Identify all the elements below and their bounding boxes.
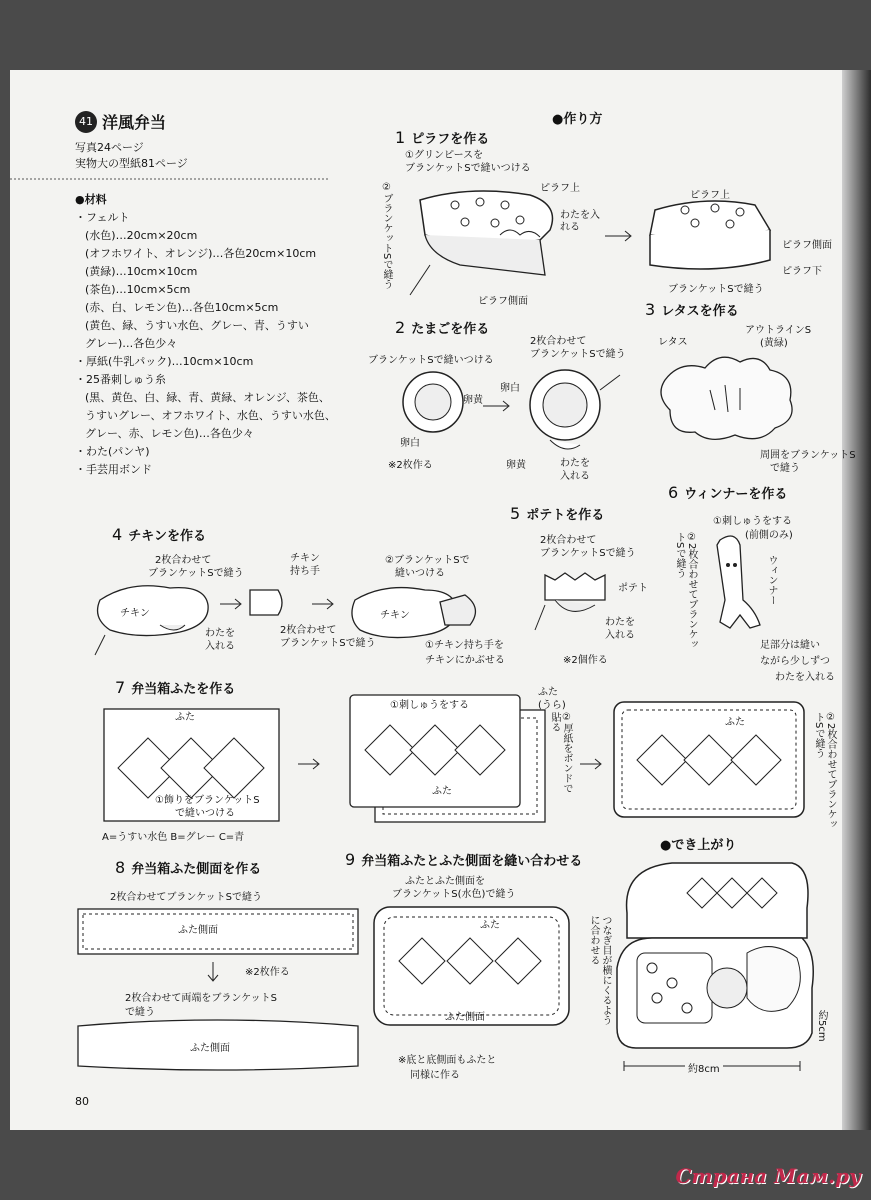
arrow-icon [298,758,322,770]
result-pilaf-bottom: ピラフ下 [782,266,822,277]
join-note-3b: 同様に作る [410,1070,460,1081]
step-1-heading: 1 ピラフを作る [395,128,490,147]
lid-note-4: ②2枚合わせてブランケットSで縫う [813,712,836,830]
height-label: 約5cm [816,1010,827,1042]
chicken-wata: わたを [205,628,235,639]
material-line: ・手芸用ボンド [75,463,152,476]
lid-label-2: ふた [432,786,452,797]
chicken-note-2: 2枚合わせて [280,625,337,636]
step-1-note-2: ②ブランケットSで縫う [381,182,392,290]
wiener-note-1: ①刺しゅうをする [713,516,792,527]
lettuce-label: レタス [658,337,688,348]
outline-label-2: (黄緑) [760,338,788,349]
material-line: (黒、黄色、白、緑、青、黄緑、オレンジ、茶色、 [85,391,330,404]
recipe-name: 洋風弁当 [102,113,167,132]
recipe-number-badge: 41 [75,111,97,133]
step-2-note-1: ブランケットSで縫いつける [368,355,494,366]
side-note-2b: で縫う [125,1007,155,1018]
chicken-note-4: ①チキン持ち手を [425,640,504,651]
materials-list [75,192,336,477]
materials-heading: ●材料 [75,193,107,206]
lettuce-edge-note-2: で縫う [770,463,800,474]
join-note-1b: ブランケットS(水色)で縫う [392,889,516,900]
wiener-note-3b: ながら少しずつ [760,656,830,667]
lid-label: ふた [175,712,195,723]
side-label-2: ふた側面 [190,1043,230,1054]
arrow-icon [483,400,513,412]
result-pilaf-top: ピラフ上 [690,190,730,201]
arrow-icon [220,598,244,610]
method-heading: ●作り方 [552,112,603,127]
chicken-note-1: 2枚合わせて [155,555,212,566]
page-number: 80 [75,1095,89,1108]
material-line: グレー)…各色少々 [85,337,178,350]
handle-label: チキン [290,553,320,564]
material-line: ・フェルト [75,211,130,224]
material-line: (黄緑)…10cm×10cm [85,265,198,278]
material-line: (黄色、緑、うすい水色、グレー、青、うすい [85,319,309,332]
side-note-2: 2枚合わせて両端をブランケットS [125,993,278,1004]
lid-note-1: ①飾りをブランケットS [155,795,260,806]
wiener-label: ウィンナー [766,555,777,605]
arrow-icon [312,598,336,610]
pattern-ref: 実物大の型紙81ページ [75,157,188,170]
finished-heading: ●でき上がり [660,838,737,853]
wiener-note-3c: わたを入れる [775,672,835,683]
potato-note-1b: ブランケットSで縫う [540,548,636,559]
recipe-title [75,110,166,133]
potato-label: ポテト [618,583,648,594]
white-label-2: 卵白 [500,383,520,394]
material-line: ・25番刺しゅう糸 [75,373,166,386]
potato-wata-2: 入れる [605,630,635,641]
white-label: 卵白 [400,438,420,449]
material-line: ・厚紙(牛乳パック)…10cm×10cm [75,355,254,368]
lettuce-edge-note: 周囲をブランケットS [760,450,856,461]
material-line: ・わた(パンヤ) [75,445,150,458]
potato-illustration [535,565,615,635]
step-1-note-1b: ブランケットSで縫いつける [405,163,531,174]
egg-wata-2: 入れる [560,471,590,482]
material-line: うすいグレー、オフホワイト、水色、うすい水色、 [85,409,336,422]
chicken-wata-2: 入れる [205,641,235,652]
yolk-label: 卵黄 [463,395,483,406]
side-label: ふた側面 [178,925,218,936]
wiener-note-2: ②2枚合わせてブランケットSで縫う [674,532,697,650]
pilaf-open-illustration [400,180,600,300]
material-line: (茶色)…10cm×5cm [85,283,191,296]
side-note-1: 2枚合わせてブランケットSで縫う [110,892,263,903]
outline-label: アウトラインS [745,325,812,336]
down-arrow-icon [207,962,219,984]
width-label: 約8cm [685,1064,723,1076]
step-1-note-1: ①グリンピースを [405,150,484,161]
egg-stitched-illustration [520,365,620,455]
chicken-note-1b: ブランケットSで縫う [148,568,244,579]
step-5-heading: 5 ポテトを作る [510,504,605,523]
pilaf-finished-illustration [645,190,775,280]
handle-label-2: 持ち手 [290,566,320,577]
chicken-note-2b: ブランケットSで縫う [280,638,376,649]
color-legend: A=うすい水色 B=グレー C=青 [102,832,245,843]
lid-note-1b: で縫いつける [175,808,235,819]
wiener-illustration [695,530,775,640]
chicken-note-4b: チキンにかぶせる [425,655,505,666]
result-blanket-note: ブランケットSで縫う [668,284,764,295]
material-line: グレー、赤、レモン色)…各色少々 [85,427,254,440]
material-line: (オフホワイト、オレンジ)…各色20cm×10cm [85,247,317,260]
step-7-heading: 7 弁当箱ふたを作る [115,678,236,697]
photo-ref: 写真24ページ [75,141,144,154]
step-4-heading: 4 チキンを作る [112,525,207,544]
finished-bento-illustration [612,858,812,1058]
lettuce-illustration [650,350,800,445]
wiener-note-1b: (前側のみ) [745,530,793,541]
chicken-illustration [90,580,220,660]
step-2-note-2: 2枚合わせて [530,336,587,347]
join-note-1: ふたとふた側面を [405,876,485,887]
step-3-heading: 3 レタスを作る [645,300,739,319]
lid-back-label-2: (うら) [538,700,566,711]
potato-note-1: 2枚合わせて [540,535,597,546]
join-lid-label: ふた [480,920,500,931]
arrow-icon [580,758,604,770]
potato-times: ※2個作る [563,655,608,666]
potato-wata: わたを [605,617,635,628]
lid-note-2: ①刺しゅうをする [390,700,469,711]
chicken-label-2: チキン [380,610,410,621]
side-times: ※2枚作る [245,967,290,978]
yolk-label-2: 卵黄 [506,460,526,471]
material-line: (赤、白、レモン色)…各色10cm×5cm [85,301,279,314]
result-pilaf-side: ピラフ側面 [782,240,832,251]
egg-wata: わたを [560,458,590,469]
egg-times: ※2枚作る [388,460,433,471]
step-2-note-2b: ブランケットSで縫う [530,349,626,360]
page-shadow [842,70,871,1130]
arrow-icon [605,230,635,242]
material-line: (水色)…20cm×20cm [85,229,198,242]
join-note-3: ※底と底側面もふたと [398,1055,497,1066]
step-2-heading: 2 たまごを作る [395,318,490,337]
lid-finished-illustration [612,700,808,820]
step-8-heading: 8 弁当箱ふた側面を作る [115,858,262,877]
lid-side-strip-illustration [77,908,360,956]
wiener-note-3: 足部分は縫い [760,640,820,651]
lid-note-3: ②厚紙をボンドで貼る [549,712,572,793]
header-divider [10,178,330,182]
chicken-note-3: ②ブランケットSで [385,555,470,566]
watermark-logo: Страна Мам.ру [675,1164,861,1188]
lid-label-3: ふた [725,717,745,728]
step-9-heading: 9 弁当箱ふたとふた側面を縫い合わせる [345,850,583,869]
lid-back-label: ふた [538,687,558,698]
step-6-heading: 6 ウィンナーを作る [668,483,788,502]
wata-label: わたを入れる [560,210,600,233]
chicken-note-3b: 縫いつける [395,568,445,579]
pilaf-top-label: ピラフ上 [540,183,580,194]
join-side-label: ふた側面 [445,1012,485,1023]
pilaf-side-label: ピラフ側面 [478,296,528,307]
join-note-2: つなぎ目が横にくるように合わせる [588,915,611,1025]
chicken-handle-illustration [248,585,288,620]
chicken-label: チキン [120,608,150,619]
